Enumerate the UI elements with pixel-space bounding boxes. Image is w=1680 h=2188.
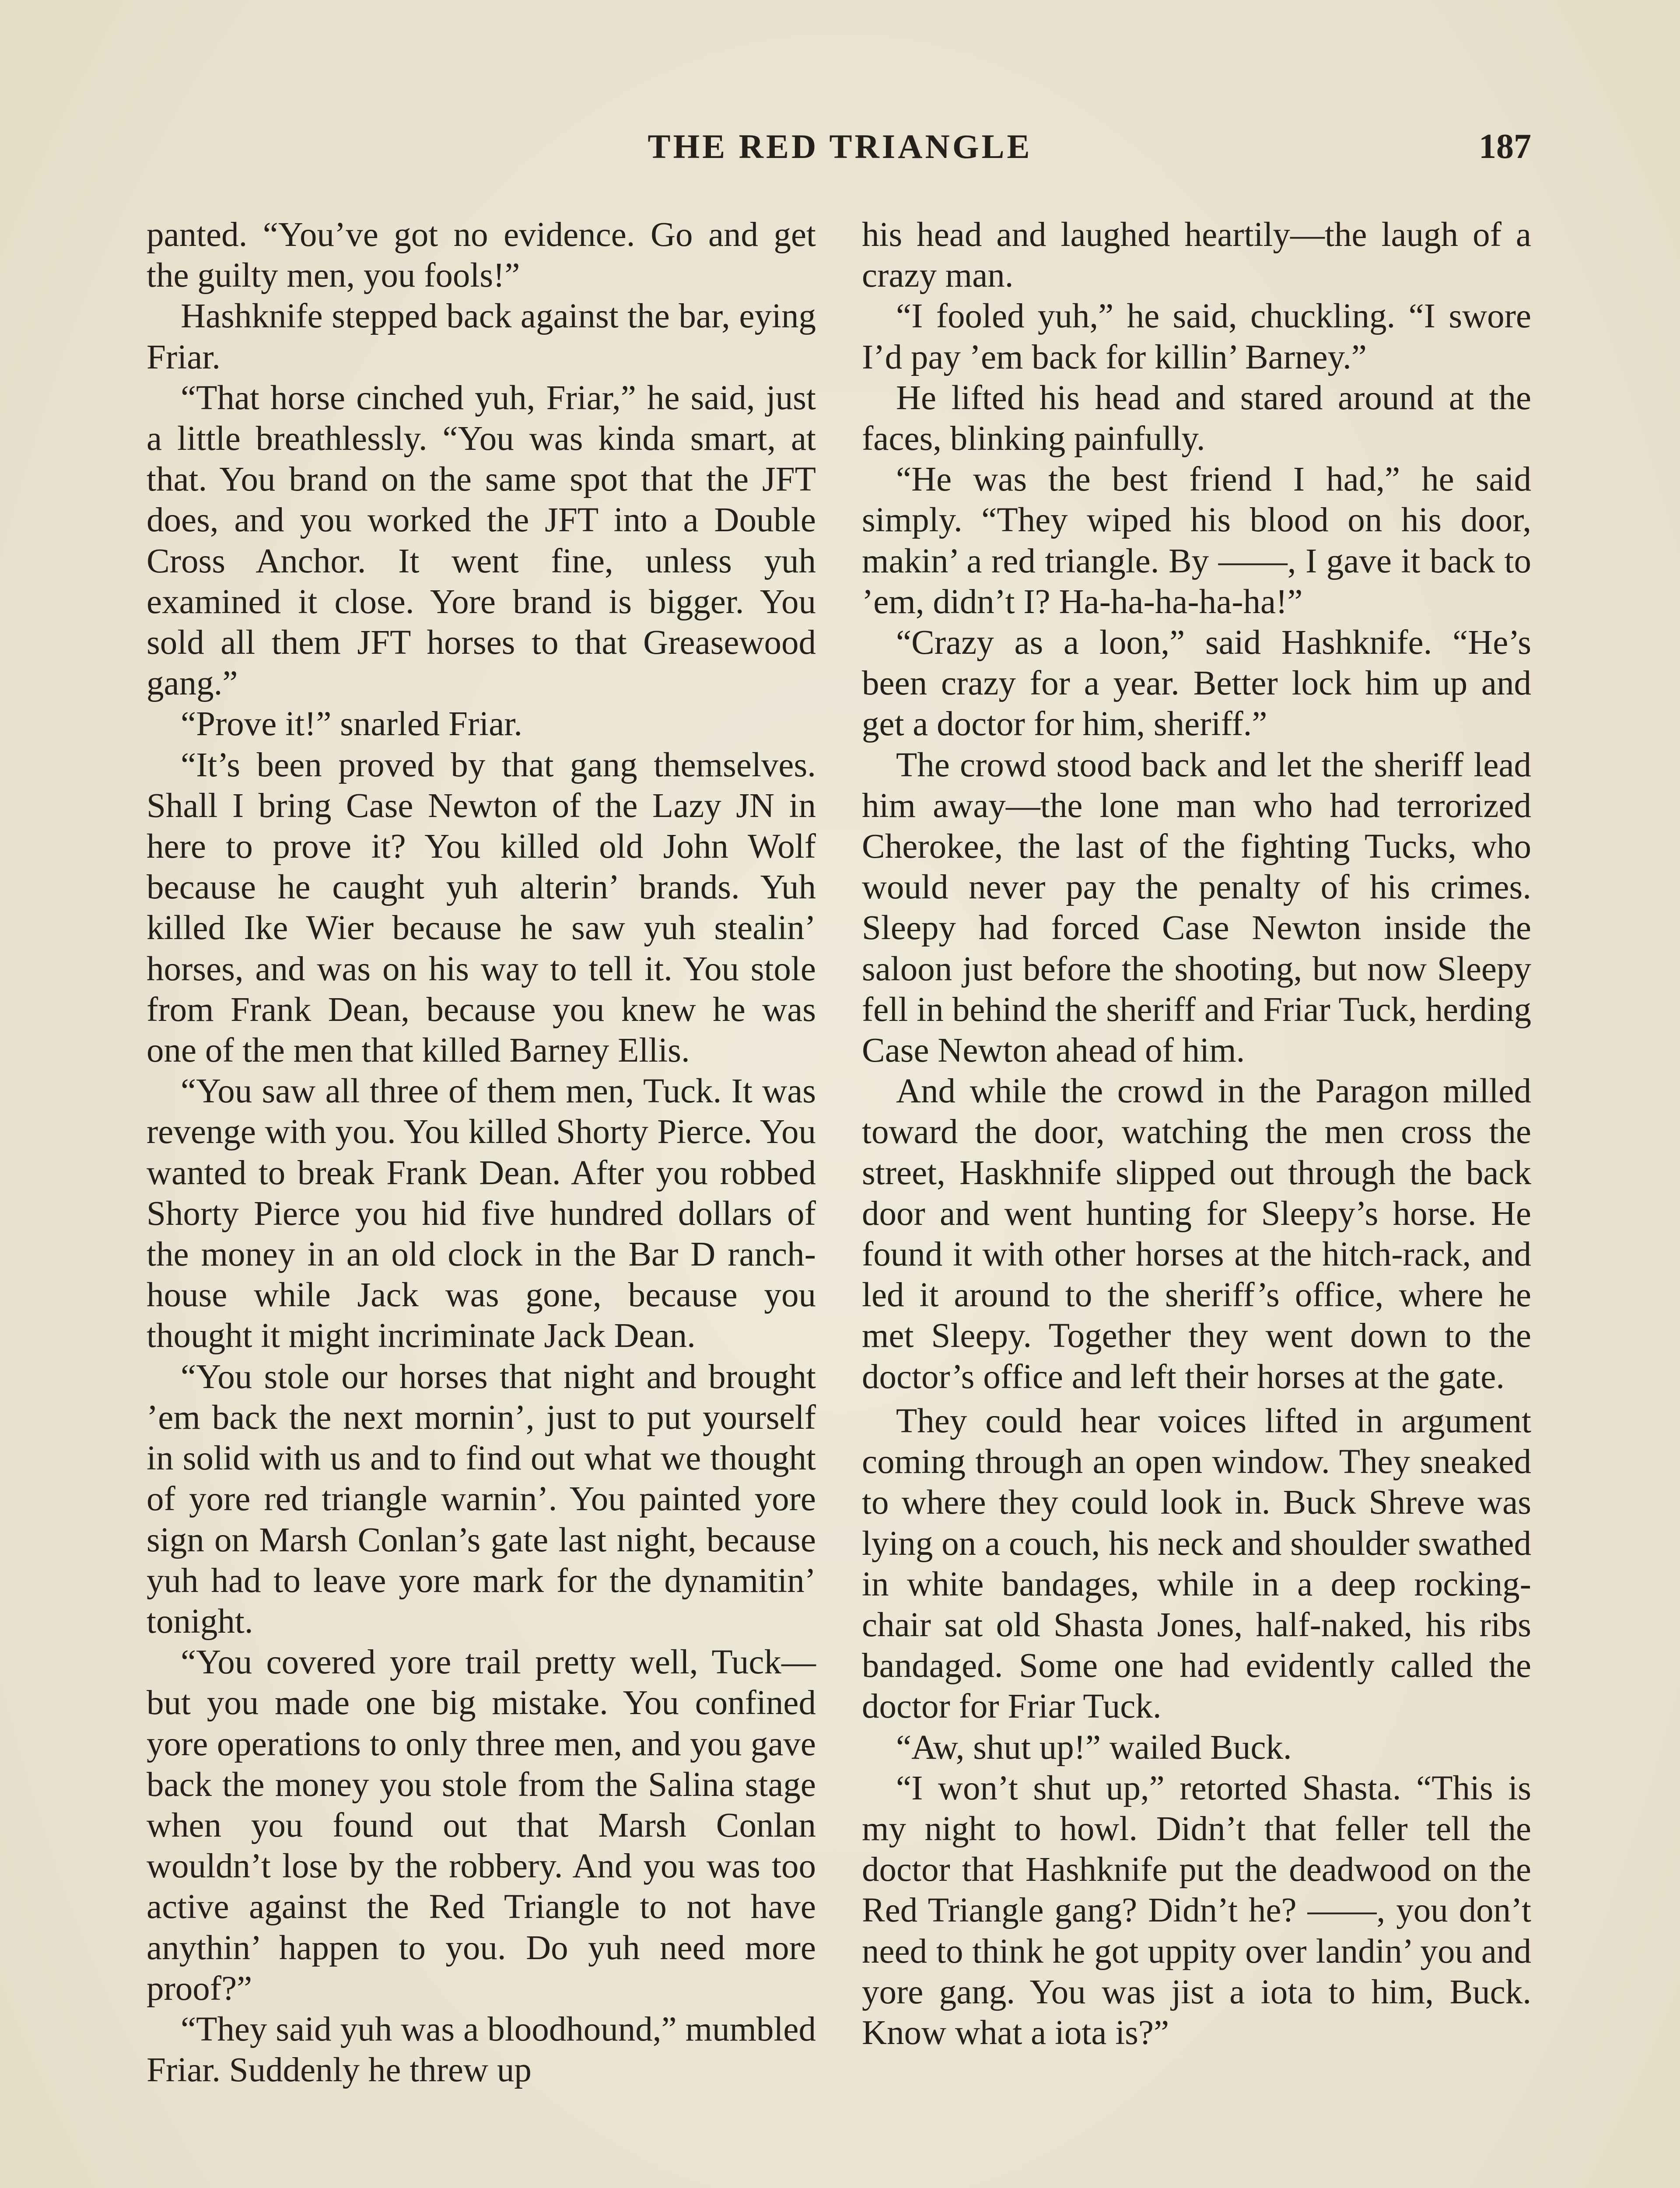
paragraph: “You stole our horses that night and brought ’em back the next mornin’, just to put yourself in solid with us and to find out what we thought of yore red triangle warnin’. You painted yore sign on Marsh Conlan’s gate last night, because yuh had to leave yore mark for the dynamitin’ tonight. [147, 1357, 816, 1641]
paragraph: “Aw, shut up!” wailed Buck. [896, 1728, 1292, 1767]
paragraph: “Crazy as a loon,” said Hashknife. “He’s been crazy for a year. Better lock him up and get a doctor for him, sheriff.” [862, 624, 1531, 743]
page-number: 187 [1479, 127, 1531, 166]
paragraph: “I fooled yuh,” he said, chuckling. “I swore I’d pay ’em back for killin’ Barney.” [862, 297, 1531, 376]
paragraph: The crowd stood back and let the sheriff lead him away—the lone man who had terrorized Cherokee, the last of the fighting Tucks, who would never pay the penalty of his crimes. Sleepy had forced Case Newton inside the saloon just before the shooting, but now Sleepy fell in behind the sheriff and Friar Tuck, herding Case Newton ahead of him. [862, 746, 1531, 1070]
page-header [149, 127, 1531, 175]
paragraph: “Prove it!” snarled Friar. [181, 705, 522, 743]
paragraph: “I won’t shut up,” retorted Shasta. “This is my night to howl. Didn’t that feller tell the doctor that Hashknife put the deadwood on the Red Triangle gang? Didn’t he? ——, you don’t need to think he got uppity over landin’ you and yore gang. You was jist a iota to him, Buck. Know what a iota is?” [862, 1769, 1531, 2052]
right-column [862, 214, 1531, 2053]
left-column [147, 214, 816, 2090]
running-title: THE RED TRIANGLE [648, 127, 1032, 165]
paragraph: He lifted his head and stared around at the faces, blinking painfully. [862, 379, 1531, 458]
paragraph: “That horse cinched yuh, Friar,” he said, just a little breathlessly. “You was kinda smart, at that. You brand on the same spot that the JFT does, and you worked the JFT into a Double Cross Anchor. It went fine, unless yuh examined it close. Yore brand is bigger. You sold all them JFT horses to that Greasewood gang.” [147, 379, 816, 703]
paragraph: “He was the best friend I had,” he said simply. “They wiped his blood on his door, makin’ a red triangle. By ——, I gave it back to ’em, didn’t I? Ha-ha-ha-ha-ha!” [862, 460, 1531, 621]
paragraph: Hashknife stepped back against the bar, eying Friar. [147, 297, 816, 376]
paragraph: his head and laughed heartily—the laugh of a crazy man. [862, 216, 1531, 295]
paragraph: They could hear voices lifted in argument coming through an open window. They sneaked to where they could look in. Buck Shreve was lying on a couch, his neck and shoulder swathed in white bandages, while in a deep rocking-chair sat old Shasta Jones, half-naked, his ribs bandaged. Some one had evidently called the doctor for Friar Tuck. [862, 1402, 1531, 1726]
paragraph: “You covered yore trail pretty well, Tuck—but you made one big mistake. You confined yore operations to only three men, and you gave back the money you stole from the Salina stage when you found out that Marsh Conlan wouldn’t lose by the robbery. And you was too active against the Red Triangle to not have anythin’ happen to you. Do yuh need more proof?” [147, 1643, 816, 2008]
paragraph: “You saw all three of them men, Tuck. It was revenge with you. You killed Shorty Pierce. You wanted to break Frank Dean. After you robbed Shorty Pierce you hid five hundred dollars of the money in an old clock in the Bar D ranch-house while Jack was gone, because you thought it might incriminate Jack Dean. [147, 1072, 816, 1355]
paragraph: panted. “You’ve got no evidence. Go and get the guilty men, you fools!” [147, 216, 816, 295]
paragraph: And while the crowd in the Paragon milled toward the door, watching the men cross the street, Haskhnife slipped out through the back door and went hunting for Sleepy’s horse. He found it with other horses at the hitch-rack, and led it around to the sheriff’s office, where he met Sleepy. Together they went down to the doctor’s office and left their horses at the gate. [862, 1072, 1531, 1396]
paragraph: “They said yuh was a bloodhound,” mumbled Friar. Suddenly he threw up [147, 2010, 816, 2090]
paragraph: “It’s been proved by that gang themselves. Shall I bring Case Newton of the Lazy JN in here to prove it? You killed old John Wolf because he caught yuh alterin’ brands. Yuh killed Ike Wier because he saw yuh stealin’ horses, and was on his way to tell it. You stole from Frank Dean, because you knew he was one of the men that killed Barney Ellis. [147, 746, 816, 1070]
